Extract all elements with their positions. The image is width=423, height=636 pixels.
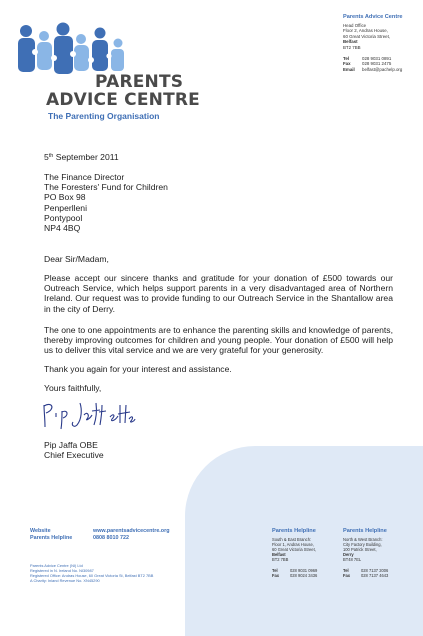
logo-line-2: ADVICE CENTRE [46,90,200,110]
signer-name: Pip Jaffa OBE [44,440,98,450]
branch-tel: 028 9031 0969 [290,567,318,573]
address-line: Penperlleni [44,202,87,213]
branch-contact [272,568,317,578]
branch-contact [343,568,388,578]
parents-advice-centre-logo [10,22,230,121]
head-office-fax: 028 9031 2475 [362,61,392,67]
registration-line: A Charity: Inland Revenue No. XN45290 [30,578,100,583]
website-label: Website [30,528,51,534]
branch-tel: 028 7137 2006 [361,567,389,573]
branch-address-line: 60 Great Victoria Street, [272,547,316,553]
branch-address-line: 100 Patrick Street, [343,547,377,553]
head-office-line: Head Office [343,22,367,28]
address-line: The Finance Director [44,172,125,182]
branch-address-line: City Factory Building, [343,542,382,548]
head-office-contact [343,56,402,73]
branch-south-east [272,529,317,578]
address-line: The Foresters' Fund for Children [44,182,168,193]
tel-label: Tel [343,567,349,573]
branch-address-line: Floor 1, Andras House, [272,542,314,548]
branch-city: Derry [343,552,354,558]
head-office-line: Floor 2, Andras House, [343,28,388,34]
recipient-address [44,172,393,233]
signer-title: Chief Executive [44,450,104,461]
handwritten-signature [40,397,136,431]
closing: Yours faithfully, [44,383,102,393]
branch-heading: Parents Helpline [343,528,387,534]
address-line: Pontypool [44,212,83,223]
branch-postcode: BT2 7BB [272,557,289,563]
letter-date [44,152,393,162]
footer-contact [30,528,170,541]
head-office-tel: 028 9031 0891 [362,55,392,61]
registration-line: Registered in N. Ireland No. NI30987 [30,568,94,573]
date-suffix: th [48,153,54,159]
fax-label: Fax [272,572,280,578]
branch-fax: 028 7137 4643 [361,572,389,578]
branch-city: Belfast [272,552,286,558]
branch-name: South & East Branch: [272,537,312,543]
logo-tagline: The Parenting Organisation [48,111,160,121]
head-office-email: belfast@pachelp.org [362,66,403,72]
website-link[interactable]: www.parentsadvicecentre.org [93,528,170,534]
head-office-block [343,15,402,72]
helpline-label: Parents Helpline [30,534,73,541]
branch-fax: 028 9024 3436 [290,572,318,578]
registration-line: Registered Office: Andras House, 60 Great Victoria St, Belfast BT2 7BB [30,573,154,578]
head-office-line: 60 Great Victoria Street, [343,33,391,39]
helpline-number: 0808 8010 722 [93,534,129,541]
registration-details [30,563,153,583]
head-office-city: Belfast [343,39,358,45]
address-line: PO Box 98 [44,192,86,203]
fax-label: Fax [343,61,351,67]
branch-name: North & West Branch: [343,537,383,543]
paragraph-2: The one to one appointments are to enhance the parenting skills and knowledge of parents, thereby improving outcomes for children and young people. Your donation of £500 will help us to deliver this vital service and we are very grateful for your generosity. [44,325,393,356]
head-office-org: Parents Advice Centre [343,14,403,20]
logo-line-1: PARENTS [95,72,184,92]
address-line: NP4 4BQ [44,223,81,234]
paragraph-3: Thank you again for your interest and assistance. [44,364,232,374]
tel-label: Tel [343,55,350,61]
branch-north-west [343,529,388,578]
fax-label: Fax [343,572,351,578]
date-day: 5 [44,152,49,162]
salutation: Dear Sir/Madam, [44,254,109,264]
parents-figures-icon [14,22,134,78]
branch-postcode: BT48 7EL [343,557,362,563]
registration-line: Parents Advice Centre (NI) Ltd [30,563,83,568]
tel-label: Tel [272,567,278,573]
paragraph-1: Please accept our sincere thanks and gratitude for your donation of £500 towards our Outreach Service, which helps support parents in a very disadvantaged area of Northern Ireland. Our request was to provide funding to our Outreach Service in the Shantallow area in the city of Derry. [44,273,393,314]
email-label: Email [343,66,355,72]
date-rest: September 2011 [53,152,119,162]
branch-heading: Parents Helpline [272,528,316,534]
head-office-postcode: BT2 7BB [343,44,361,50]
